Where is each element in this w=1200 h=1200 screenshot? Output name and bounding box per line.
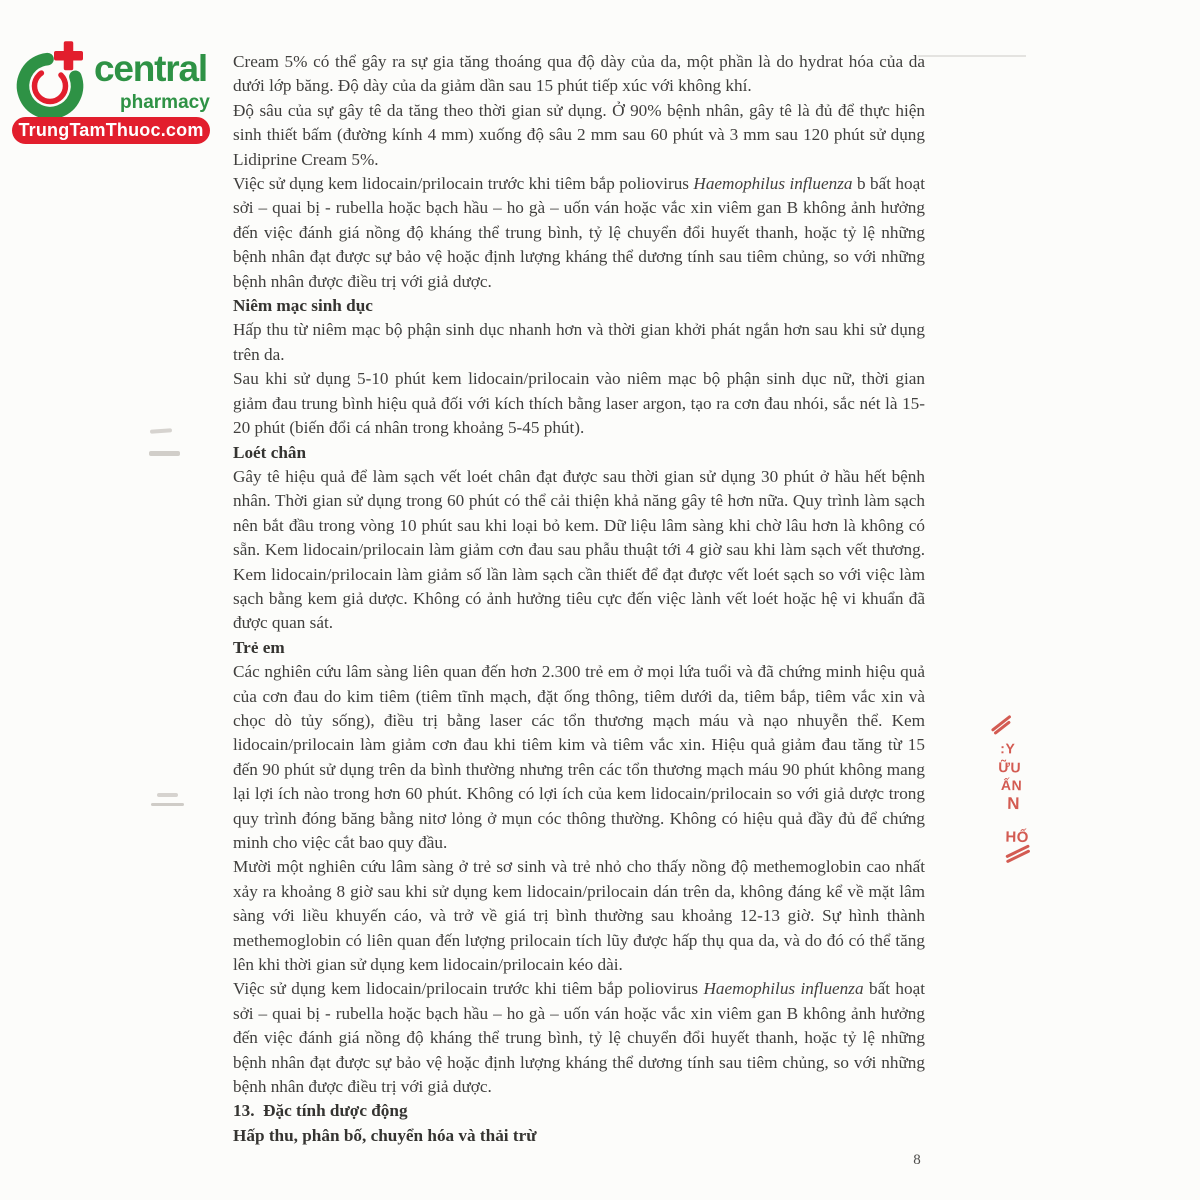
document-body bbox=[233, 50, 925, 1148]
stamp-text-fragment: ẤN bbox=[1000, 777, 1023, 794]
central-pharmacy-logo bbox=[12, 38, 217, 148]
section-heading bbox=[233, 294, 925, 318]
stamp-text-fragment: N bbox=[1007, 793, 1021, 813]
text-run: Gây tê hiệu quả để làm sạch vết loét chân đạt được sau thời gian sử dụng 30 phút ở hầu hết bệnh nhân. Thời gian sử dụng trong 60 phút có thể cải thiện khả năng gây tê hơn nữa. Quy trình làm sạch nên bắt đầu trong vòng 10 phút sau khi loại bỏ kem. Dữ liệu lâm sàng khi chờ lâu hơn là không có sẵn. Kem lidocain/prilocain làm giảm cơn đau sau phẫu thuật tới 4 giờ sau khi làm sạch vết thương. Kem lidocain/prilocain làm giảm số lần làm sạch cần thiết để đạt được vết loét sạch so với việc làm sạch bằng kem giả dược. Không có ảnh hưởng tiêu cực đến việc lành vết loét hoặc hệ vi khuẩn đã được quan sát. bbox=[233, 466, 925, 633]
text-run: Mười một nghiên cứu lâm sàng ở trẻ sơ sinh và trẻ nhỏ cho thấy nồng độ methemoglobin cao nhất xảy ra khoảng 8 giờ sau khi sử dụng kem lidocain/prilocain dán trên da, không đáng kể về mặt lâm sàng với liều khuyến cáo, và trở về giá trị bình thường sau khoảng 12-13 giờ. Sự hình thành methemoglobin có liên quan đến lượng prilocain tích lũy được hấp thụ qua da, và do đó có thể tăng lên khi thời gian sử dụng kem lidocain/prilocain kéo dài. bbox=[233, 857, 925, 975]
scan-artifact-line bbox=[918, 55, 1026, 57]
paragraph bbox=[233, 977, 925, 1099]
text-run: Trẻ em bbox=[233, 637, 285, 657]
brand-tagline: pharmacy bbox=[120, 92, 210, 113]
scan-artifact bbox=[149, 451, 180, 456]
scan-artifact bbox=[157, 793, 178, 797]
text-run: bất hoạt sởi – quai bị - rubella hoặc bạch hầu – ho gà – uốn ván hoặc vắc xin viêm gan B không ảnh hưởng đến việc đánh giá nồng độ kháng thể trung bình, tỷ lệ chuyển đổi huyết thanh, hoặc tỷ lệ những bệnh nhân đạt được sự bảo vệ hoặc định lượng kháng thể dương tính sau tiêm chủng, so với những bệnh nhân được điều trị với giả dược. bbox=[233, 979, 925, 1097]
italic-text-run: Haemophilus influenza bbox=[703, 979, 864, 999]
text-run: Loét chân bbox=[233, 442, 307, 462]
text-run: Niêm mạc sinh dục bbox=[233, 296, 373, 316]
stamp-fragments bbox=[985, 737, 1040, 850]
stamp-text-fragment: HỐ bbox=[1005, 828, 1030, 847]
section-heading bbox=[233, 1099, 925, 1123]
paragraph bbox=[233, 99, 925, 172]
section-heading bbox=[233, 1124, 925, 1148]
text-run: b bất hoạt sởi – quai bị - rubella hoặc bạch hầu – ho gà – uốn ván hoặc vắc xin viêm gan B không ảnh hưởng đến việc đánh giá nồng độ kháng thể trung bình, tỷ lệ chuyển đổi huyết thanh, hoặc tỷ lệ những bệnh nhân đạt được sự bảo vệ hoặc định lượng kháng thể dương tính sau tiêm chủng, so với những bệnh nhân được điều trị với giả dược. bbox=[233, 174, 925, 291]
brand-domain-text: TrungTamThuoc.com bbox=[18, 120, 204, 140]
brand-domain-badge bbox=[12, 117, 210, 144]
italic-text-run: Haemophilus influenza bbox=[693, 174, 853, 194]
stamp-text-fragment: :Y bbox=[1000, 740, 1016, 757]
text-run: Hấp thu, phân bố, chuyển hóa và thải trừ bbox=[233, 1125, 537, 1145]
scan-artifact bbox=[150, 428, 172, 434]
paragraph bbox=[233, 318, 925, 367]
paragraph bbox=[233, 465, 925, 636]
text-run: Việc sử dụng kem lidocain/prilocain trước khi tiêm bắp poliovirus bbox=[233, 174, 694, 194]
text-run: Việc sử dụng kem lidocain/prilocain trước khi tiêm bắp poliovirus bbox=[233, 979, 704, 999]
section-heading bbox=[233, 441, 925, 465]
central-pharmacy-logo-icon bbox=[14, 40, 100, 124]
stamp-lines bbox=[999, 848, 1042, 860]
text-run: Cream 5% có thể gây ra sự gia tăng thoáng qua độ dày của da, một phần là do hydrat hóa của da dưới lớp băng. Độ dày của da giảm dần sau 15 phút tiếp xúc với không khí. bbox=[233, 52, 925, 96]
page-number: 8 bbox=[913, 1152, 921, 1168]
scan-artifact bbox=[151, 803, 184, 806]
text-run: Độ sâu của sự gây tê da tăng theo thời gian sử dụng. Ở 90% bệnh nhân, gây tê là đủ để thực hiện sinh thiết bấm (đường kính 4 mm) xuống độ sâu 2 mm sau 60 phút và 3 mm sau 120 phút sử dụng Lidiprine Cream 5%. bbox=[233, 100, 925, 169]
paragraph bbox=[233, 367, 925, 440]
stamp-text-fragment: ỮU bbox=[998, 758, 1022, 776]
section-heading bbox=[233, 636, 925, 660]
text-run: Sau khi sử dụng 5-10 phút kem lidocain/prilocain vào niêm mạc bộ phận sinh dục nữ, thời gian giảm đau trung bình hiệu quả đối với kích thích bằng laser argon, tạo ra cơn đau nhói, sắc nét là 15-20 phút (biến đổi cá nhân trong khoảng 5-45 phút). bbox=[233, 369, 925, 438]
text-run: Các nghiên cứu lâm sàng liên quan đến hơn 2.300 trẻ em ở mọi lứa tuổi và đã chứng minh hiệu quả của cơn đau do kim tiêm (tiêm tĩnh mạch, đặt ống thông, tiêm dưới da, tiêm bắp, tiêm vắc xin và chọc dò tủy sống), điều trị bằng laser các tổn thương mạch máu và nạo nhuyễn thể. Kem lidocain/prilocain làm giảm cơn đau khi tiêm kim và tiêm vắc xin. Hiệu quả giảm đau tăng từ 15 đến 90 phút sử dụng trên da bình thường nhưng trên các tổn thương mạch máu 90 phút không mang lại lợi ích nào trong hơn 60 phút. Không có lợi ích của kem lidocain/prilocain so với giả dược trong quy trình đóng băng bằng nitơ lỏng ở mụn cóc thông thường. Không có hiệu quả đầy đủ để chứng minh cho việc cắt bao quy đầu. bbox=[233, 662, 925, 852]
brand-name: central bbox=[94, 48, 207, 89]
paragraph bbox=[233, 172, 925, 294]
paragraph bbox=[233, 855, 925, 977]
red-stamp-fragment bbox=[983, 716, 1046, 900]
text-run: 13. Đặc tính dược động bbox=[233, 1101, 408, 1121]
paragraph bbox=[233, 660, 925, 855]
text-run: Hấp thu từ niêm mạc bộ phận sinh dục nhanh hơn và thời gian khởi phát ngắn hơn sau khi sử dụng trên da. bbox=[233, 320, 925, 364]
paragraph bbox=[233, 50, 925, 99]
